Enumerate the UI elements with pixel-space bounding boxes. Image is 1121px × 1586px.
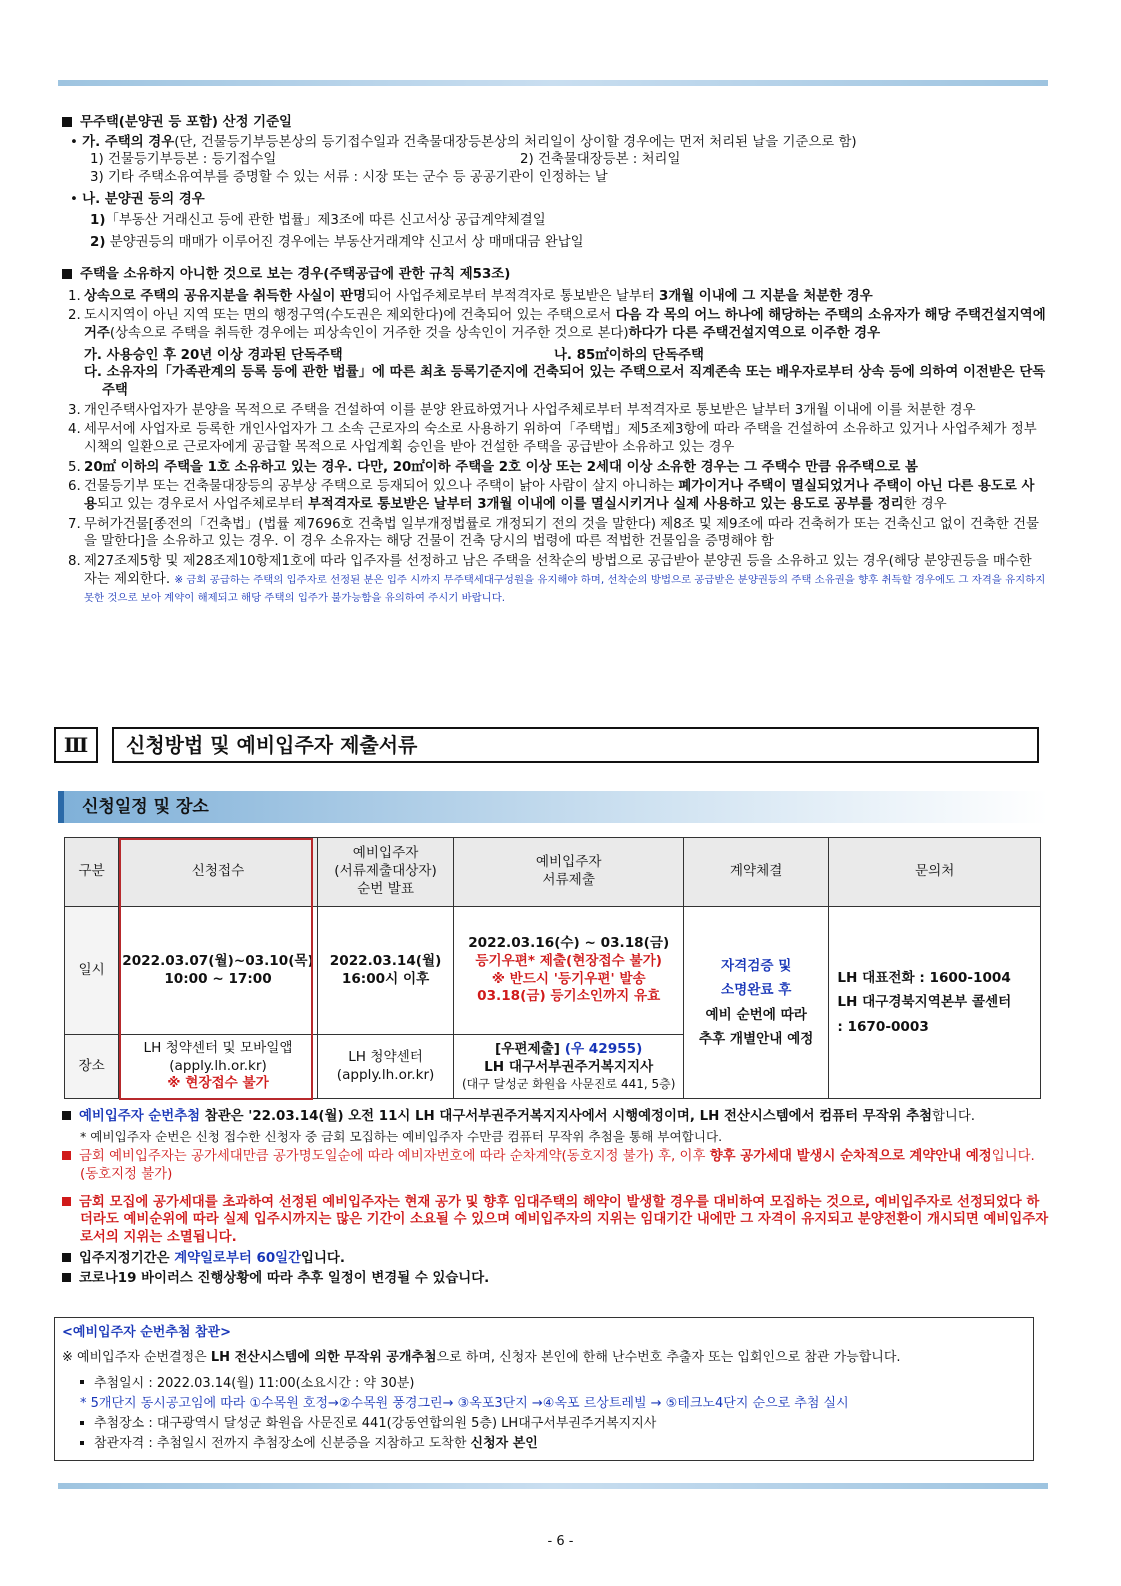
non-ownership-list: [62, 288, 1047, 607]
square-bullet-icon: [62, 117, 72, 127]
item-presale: • 나. 분양권 등의 경우: [70, 191, 205, 207]
square-bullet-icon: [62, 1197, 71, 1206]
note-item: 입주지정기간은 계약일로부터 60일간입니다.: [62, 1250, 1052, 1268]
table-row: 장소 LH 청약센터 및 모바일앱 (apply.lh.or.kr) ※ 현장접수 불가 LH 청약센터 (apply.lh.or.kr) [우편제출] (우 42955) LH 대구서부권주거복지지사 (대구 달성군 화원읍 사문진로 441, 5층): [65, 1035, 1041, 1099]
list-item: 2. 도시지역이 아닌 지역 또는 면의 행정구역(수도권은 제외한다)에 건축되어 있는 주택으로서 다음 각 목의 어느 하나에 해당하는 주택의 소유자가 해당 주택건설지역에 거주(상속으로 주택을 취득한 경우에는 피상속인이 거주한 것을 상속인이 거주한 것으로 본다)하다가 다른 주택건설지역으로 이주한 경우 가. 사용승인 후 20년 이상 경과된 단독주택 나. 85㎡이하의 단독주택 다. 소유자의「가족관계의 등록 등에 관한 법률」에 따른 최초 등록기준지에 건축되어 있는 주택으로서 직계존속 또는 배우자로부터 상속 등에 의하여 이전받은 단독주택: [68, 308, 1046, 398]
note-item: 코로나19 바이러스 진행상황에 따라 추후 일정이 변경될 수 있습니다.: [62, 1270, 1052, 1288]
chapter-heading: [54, 727, 1039, 763]
list-item: 5. 20㎡ 이하의 주택을 1호 소유하고 있는 경우. 다만, 20㎡이하 주택을 2호 이상 또는 2세대 이상 소유한 경우는 그 주택수 만큼 유주택으로 봄: [68, 459, 918, 475]
square-bullet-icon: [62, 1151, 71, 1160]
square-bullet-icon: [62, 269, 72, 279]
table-header-row: 구분 신청접수 예비입주자 (서류제출대상자) 순번 발표 예비입주자 서류제출 계약체결 문의처: [65, 838, 1041, 907]
list-item: 8. 제27조제5항 및 제28조제10항제1호에 따라 입주자를 선정하고 남은 주택을 선착순의 방법으로 공급받아 분양권 등을 소유하고 있는 경우(해당 분양권등을 매수한 자는 제외한다. ※ 금회 공급하는 주택의 입주자로 선정된 분은 입주 시까지 무주택세대구성원을 유지해야 하며, 선착순의 방법으로 공급받은 분양권등의 주택 소유권을 향후 취득할 경우에도 그 자격을 유지하지 못한 것으로 보아 계약이 해제되고 해당 주택의 입주가 불가능함을 유의하여 주시기 바랍니다.: [68, 554, 1046, 604]
chapter-title: 신청방법 및 예비입주자 제출서류: [112, 727, 1039, 763]
list-item: 3. 개인주택사업자가 분양을 목적으로 주택을 건설하여 이를 분양 완료하였거나 사업주체로부터 부적격자로 통보받은 날부터 3개월 이내에 이를 처분한 경우: [68, 402, 976, 418]
accent-mark: [58, 791, 64, 823]
lottery-info-box: <예비입주자 순번추첨 참관> ※ 예비입주자 순번결정은 LH 전산시스템에 의한 무작위 공개추첨으로 하며, 신청자 본인에 한해 난수번호 추출자 또는 입회인으로 참관 가능합니다. 추첨일시 : 2022.03.14(월) 11:00(소요시간 : 약 30분) * 5개단지 동시공고임에 따라 ①수목원 호정→②수목원 풍경그린→ ③옥포3단지 →④옥포 르상트레빌 → ⑤테크노4단지 순으로 추첨 실시 추첨장소 : 대구광역시 달성군 화원읍 사문진로 441(강동연합의원 5층) LH대구서부권주거복지지사 참관자격 : 추첨일시 전까지 추첨장소에 신분증을 지참하고 도착한 신청자 본인: [54, 1317, 1034, 1461]
list-item: 1. 상속으로 주택의 공유지분을 취득한 사실이 판명되어 사업주체로부터 부적격자로 통보받은 날부터 3개월 이내에 그 지분을 처분한 경우: [68, 288, 873, 304]
list-item: 6. 건물등기부 또는 건축물대장등의 공부상 주택으로 등재되어 있으나 주택이 낡아 사람이 살지 아니하는 폐가이거나 주택이 멸실되었거나 주택이 아닌 다른 용도로 사용되고 있는 경우로서 사업주체로부터 부적격자로 통보받은 날부터 3개월 이내에 이를 멸실시키거나 실제 사용하고 있는 용도로 공부를 정리한 경우: [68, 479, 1035, 513]
square-bullet-icon: [62, 1273, 71, 1282]
item-housing: • 가. 주택의 경우(단, 건물등기부등본상의 등기접수일과 건축물대장등본상의 처리일이 상이할 경우에는 먼저 처리된 날을 기준으로 함): [70, 134, 857, 150]
notes-section: 예비입주자 순번추첨 참관은 '22.03.14(월) 오전 11시 LH 대구서부권주거복지지사에서 시행예정이며, LH 전산시스템에서 컴퓨터 무작위 추첨합니다. * 예비입주자 순번은 신청 접수한 신청자 중 금회 모집하는 예비입주자 수만큼 컴퓨터 무작위 추첨을 통해 부여합니다. 금회 예비입주자는 공가세대만큼 공가명도일순에 따라 예비자번호에 따라 순차계약(동호지정 불가) 후, 이후 향후 공가세대 발생시 순차적으로 계약안내 예정입니다.(동호지정 불가) 금회 모집에 공가세대를 초과하여 선정된 예비입주자는 현재 공가 및 향후 임대주택의 해약이 발생할 경우를 대비하여 모집하는 것으로, 예비입주자로 선정되었다 하더라도 예비순위에 따라 실제 입주시까지는 많은 기간이 소요될 수 있으며 예비입주자의 지위는 임대기간 내에만 그 자격이 유지되고 분양전환이 개시되면 예비입주자로서의 지위는 소멸됩니다. 입주지정기간은 계약일로부터 60일간입니다. 코로나19 바이러스 진행상황에 따라 추후 일정이 변경될 수 있습니다.: [62, 1105, 1052, 1291]
note-item: 금회 예비입주자는 공가세대만큼 공가명도일순에 따라 예비자번호에 따라 순차계약(동호지정 불가) 후, 이후 향후 공가세대 발생시 순차적으로 계약안내 예정입니다.(동호지정 불가): [62, 1148, 1052, 1183]
chapter-number: Ⅲ: [54, 727, 98, 763]
page-number: - 6 -: [547, 1534, 574, 1549]
table-row: 일시 2022.03.07(월)~03.10(목) 10:00 ~ 17:00 2022.03.14(월) 16:00시 이후 2022.03.16(수) ~ 03.18(금) 등기우편* 제출(현장접수 불가) ※ 반드시 '등기우편' 발송 03.18(금) 등기소인까지 유효 자격검증 및 소명완료 후 예비 순번에 따라 추후 개별안내 예정 LH 대표전화 : 1600-1004 LH 대구경북지역본부 콜센터 : 1670-0003: [65, 907, 1041, 1035]
eligibility-section: 무주택(분양권 등 포함) 산정 기준일 • 가. 주택의 경우(단, 건물등기부등본상의 등기접수일과 건축물대장등본상의 처리일이 상이할 경우에는 먼저 처리된 날을 기준으로 함) 1) 건물등기부등본 : 등기접수일 2) 건축물대장등본 : 처리일 3) 기타 주택소유여부를 증명할 수 있는 서류 : 시장 또는 군수 등 공공기관이 인정하는 날 • 나. 분양권 등의 경우 1)「부동산 거래신고 등에 관한 법률」제3조에 따른 신고서상 공급계약체결일 2) 분양권등의 매매가 이루어진 경우에는 부동산거래계약 신고서 상 매매대금 완납일 주택을 소유하지 아니한 것으로 보는 경우(주택공급에 관한 규칙 제53조) 1. 상속으로 주택의 공유지분을 취득한 사실이 판명되어 사업주체로부터 부적격자로 통보받은 날부터 3개월 이내에 그 지분을 처분한 경우 2. 도시지역이 아닌 지역 또는 면의 행정구역(수도권은 제외한다)에 건축되어 있는 주택으로서 다음 각 목의 어느 하나에 해당하는 주택의 소유자가 해당 주택건설지역에 거주(상속으로 주택을 취득한 경우에는 피상속인이 거주한 것을 상속인이 거주한 것으로 본다)하다가 다른 주택건설지역으로 이주한 경우 가. 사용승인 후 20년 이상 경과된 단독주택 나. 85㎡이하의 단독주택 다. 소유자의「가족관계의 등록 등에 관한 법률」에 따른 최초 등록기준지에 건축되어 있는 주택으로서 직계존속 또는 배우자로부터 상속 등에 의하여 이전받은 단독주택 3. 개인주택사업자가 분양을 목적으로 주택을 건설하여 이를 분양 완료하였거나 사업주체로부터 부적격자로 통보받은 날부터 3개월 이내에 이를 처분한 경우 4. 세무서에 사업자로 등록한 개인사업자가 그 소속 근로자의 숙소로 사용하기 위하여「주택법」제5조제3항에 따라 주택을 건설하여 소유하고 있거나 사업주체가 정부시책의 일환으로 근로자에게 공급할 목적으로 사업계획 승인을 받아 건설한 주택을 공급받아 소유하고 있는 경우 5. 20㎡ 이하의 주택을 1호 소유하고 있는 경우. 다만, 20㎡이하 주택을 2호 이상 또는 2세대 이상 소유한 경우는 그 주택수 만큼 유주택으로 봄 6. 건물등기부 또는 건축물대장등의 공부상 주택으로 등재되어 있으나 주택이 낡아 사람이 살지 아니하는 폐가이거나 주택이 멸실되었거나 주택이 아닌 다른 용도로 사용되고 있는 경우로서 사업주체로부터 부적격자로 통보받은 날부터 3개월 이내에 이를 멸실시키거나 실제 사용하고 있는 용도로 공부를 정리한 경우 7. 무허가건물[종전의「건축법」(법률 제7696호 건축법 일부개정법률로 개정되기 전의 것을 말한다) 제8조 및 제9조에 따라 건축허가 또는 건축신고 없이 건축한 건물을 말한다]을 소유하고 있는 경우. 이 경우 소유자는 해당 건물이 건축 당시의 법령에 따른 적법한 건물임을 증명해야 함 8. 제27조제5항 및 제28조제10항제1호에 따라 입주자를 선정하고 남은 주택을 선착순의 방법으로 공급받아 분양권 등을 소유하고 있는 경우(해당 분양권등을 매수한 자는 제외한다. ※ 금회 공급하는 주택의 입주자로 선정된 분은 입주 시까지 무주택세대구성원을 유지해야 하며, 선착순의 방법으로 공급받은 분양권등의 주택 소유권을 향후 취득할 경우에도 그 자격을 유지하지 못한 것으로 보아 계약이 해제되고 해당 주택의 입주가 불가능함을 유의하여 주시기 바랍니다.: [62, 114, 1047, 608]
note-item: 금회 모집에 공가세대를 초과하여 선정된 예비입주자는 현재 공가 및 향후 임대주택의 해약이 발생할 경우를 대비하여 모집하는 것으로, 예비입주자로 선정되었다 하더라도 예비순위에 따라 실제 입주시까지는 많은 기간이 소요될 수 있으며 예비입주자의 지위는 임대기간 내에만 그 자격이 유지되고 분양전환이 개시되면 예비입주자로서의 지위는 소멸됩니다.: [62, 1194, 1052, 1247]
list-item: 7. 무허가건물[종전의「건축법」(법률 제7696호 건축법 일부개정법률로 개정되기 전의 것을 말한다) 제8조 및 제9조에 따라 건축허가 또는 건축신고 없이 건축한 건물을 말한다]을 소유하고 있는 경우. 이 경우 소유자는 해당 건물이 건축 당시의 법령에 따른 적법한 건물임을 증명해야 함: [68, 516, 1039, 550]
square-bullet-icon: [62, 1111, 71, 1120]
bottom-divider-bar: [58, 1483, 1048, 1489]
list-item: 4. 세무서에 사업자로 등록한 개인사업자가 그 소속 근로자의 숙소로 사용하기 위하여「주택법」제5조제3항에 따라 주택을 건설하여 소유하고 있거나 사업주체가 정부시책의 일환으로 근로자에게 공급할 목적으로 사업계획 승인을 받아 건설한 주택을 공급받아 소유하고 있는 경우: [68, 422, 1037, 455]
heading-basis-date: 무주택(분양권 등 포함) 산정 기준일: [62, 114, 1047, 132]
heading-non-ownership: 주택을 소유하지 아니한 것으로 보는 경우(주택공급에 관한 규칙 제53조): [62, 266, 1047, 284]
bullet-icon: [80, 1441, 84, 1445]
top-divider-bar: [58, 80, 1048, 86]
note-item: 예비입주자 순번추첨 참관은 '22.03.14(월) 오전 11시 LH 대구서부권주거복지지사에서 시행예정이며, LH 전산시스템에서 컴퓨터 무작위 추첨합니다.: [62, 1108, 1052, 1126]
bullet-icon: [80, 1380, 84, 1384]
section-subheading: 신청일정 및 장소: [58, 791, 1048, 823]
schedule-table: [64, 837, 1041, 1099]
bullet-icon: [80, 1421, 84, 1425]
square-bullet-icon: [62, 1253, 71, 1262]
